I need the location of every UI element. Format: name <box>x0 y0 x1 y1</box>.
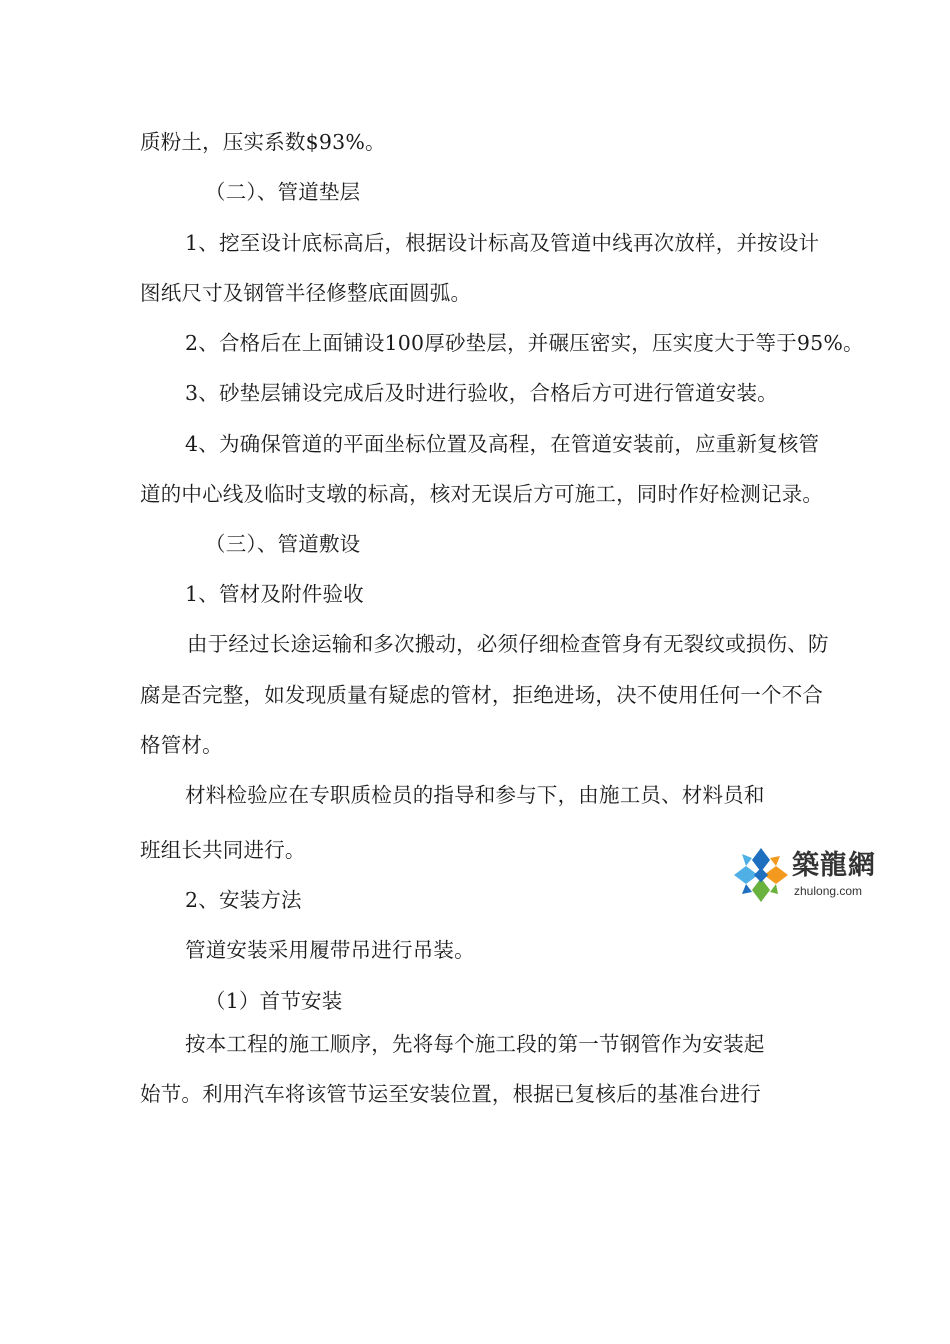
text-line: 由于经过长途运输和多次搬动，必须仔细检查管身有无裂纹或损伤、防 <box>187 632 829 656</box>
text-line: 材料检验应在专职质检员的指导和参与下，由施工员、材料员和 <box>185 783 765 807</box>
section-heading: （三）、管道敷设 <box>205 532 361 556</box>
zhulong-watermark <box>732 846 882 904</box>
text-line: 图纸尺寸及钢管半径修整底面圆弧。 <box>140 281 472 305</box>
text-line: 管道安装采用履带吊进行吊装。 <box>185 938 475 962</box>
text-line: 腐是否完整，如发现质量有疑虑的管材，拒绝进场，决不使用任何一个不合 <box>140 683 824 707</box>
text-line: 4、为确保管道的平面坐标位置及高程，在管道安装前，应重新复核管 <box>185 432 820 456</box>
text-line: 道的中心线及临时支墩的标高，核对无误后方可施工，同时作好检测记录。 <box>140 482 824 506</box>
text-line: （1）首节安装 <box>205 989 343 1013</box>
text-line: 3、砂垫层铺设完成后及时进行验收，合格后方可进行管道安装。 <box>185 381 778 405</box>
section-heading: （二）、管道垫层 <box>205 180 361 204</box>
text-line: 格管材。 <box>140 733 223 757</box>
logo-name-en: zhulong.com <box>794 884 863 898</box>
logo-name-cn: 築龍網 <box>792 850 876 881</box>
zhulong-logo-icon <box>732 846 790 904</box>
text-line: 班组长共同进行。 <box>140 838 306 862</box>
text-line: 按本工程的施工顺序，先将每个施工段的第一节钢管作为安装起 <box>185 1032 765 1056</box>
text-line: 质粉土，压实系数$93%。 <box>140 130 386 154</box>
text-line: 2、合格后在上面铺设100厚砂垫层，并碾压密实，压实度大于等于95%。 <box>185 331 864 355</box>
text-line: 1、管材及附件验收 <box>185 582 364 606</box>
text-line: 始节。利用汽车将该管节运至安装位置，根据已复核后的基准台进行 <box>140 1082 761 1106</box>
text-line: 2、安装方法 <box>185 888 302 912</box>
text-line: 1、挖至设计底标高后，根据设计标高及管道中线再次放样，并按设计 <box>185 231 820 255</box>
